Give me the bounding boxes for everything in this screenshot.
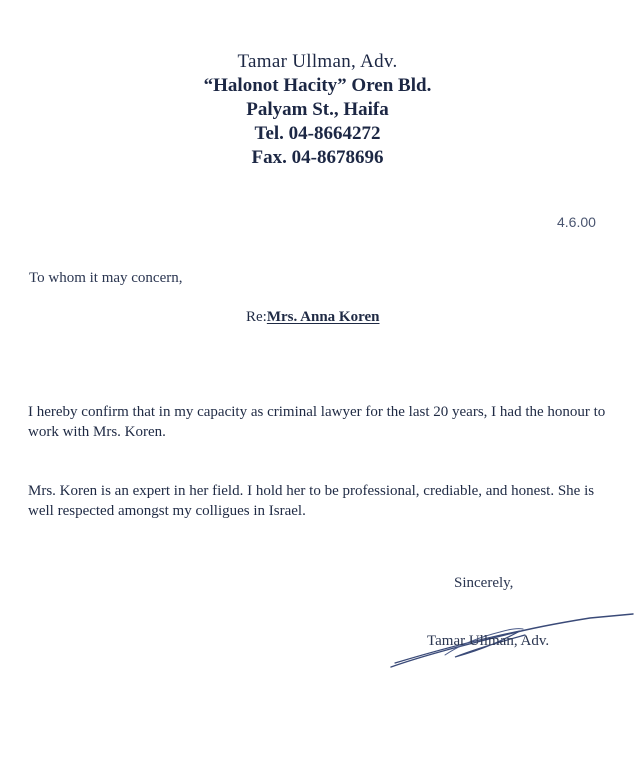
- body-paragraph-2: Mrs. Koren is an expert in her field. I hold her to be professional, crediable, and honest. She is well respected amongst my colligues in Israel.: [28, 483, 595, 519]
- letterhead-name: Tamar Ullman, Adv.: [237, 51, 398, 72]
- subject-prefix: Re:: [246, 309, 267, 325]
- letterhead-fax: Fax. 04-8678696: [251, 147, 384, 168]
- letterhead-street: Palyam St., Haifa: [246, 99, 389, 120]
- letter-date: 4.6.00: [557, 214, 596, 230]
- salutation: To whom it may concern,: [29, 270, 183, 286]
- subject-line: [246, 309, 380, 326]
- letterhead-building: “Halonot Hacity” Oren Bld.: [203, 75, 432, 96]
- signer-name: Tamar Ullman, Adv.: [427, 633, 550, 649]
- closing: Sincerely,: [454, 575, 514, 591]
- body-paragraph-1: I hereby confirm that in my capacity as criminal lawyer for the last 20 years, I had the honour to work with Mrs. Koren.: [28, 404, 606, 440]
- letterhead: [0, 50, 635, 170]
- letterhead-tel: Tel. 04-8664272: [254, 123, 381, 144]
- signature-block: [385, 605, 635, 675]
- subject-name: Mrs. Anna Koren: [266, 309, 380, 325]
